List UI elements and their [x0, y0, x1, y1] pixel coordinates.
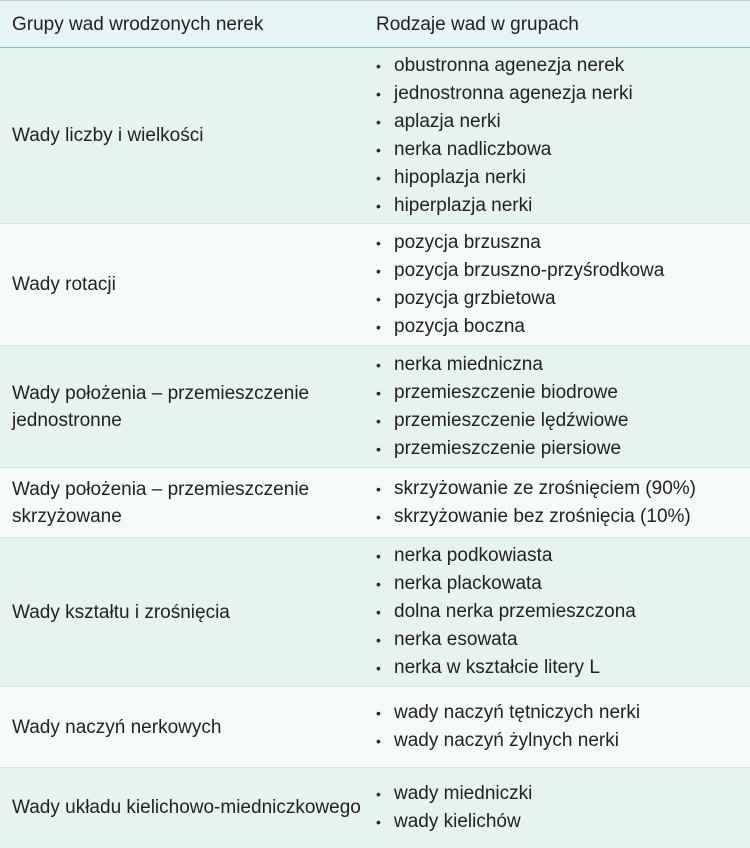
defect-type-label: dolna nerka przemieszczona	[394, 601, 636, 622]
defect-type-label: przemieszczenie piersiowe	[394, 437, 622, 459]
defect-type-item	[376, 475, 750, 503]
defect-type-list	[376, 780, 750, 836]
bullet-icon: •	[376, 57, 381, 74]
defect-type-list	[376, 52, 750, 220]
table-row	[0, 538, 750, 687]
defect-type-label: nerka w kształcie litery L	[394, 657, 600, 678]
defect-type-label: nerka esowata	[394, 629, 518, 650]
defect-type-label: obustronna agenezja nerek	[394, 54, 625, 76]
defect-type-label: jednostronna agenezja nerki	[394, 82, 633, 104]
bullet-icon: •	[376, 785, 381, 802]
column-header-types: Rodzaje wad w grupach	[362, 1, 750, 48]
defect-type-item	[376, 727, 750, 755]
defect-type-item	[376, 257, 750, 285]
table-row	[0, 687, 750, 768]
bullet-icon: •	[376, 576, 381, 592]
defect-type-item	[376, 136, 750, 164]
defect-type-item	[376, 435, 750, 463]
defect-type-item	[376, 80, 750, 108]
defect-type-item	[376, 598, 750, 626]
defect-type-item	[376, 654, 750, 682]
defect-group-cell: Wady liczby i wielkości	[0, 48, 362, 224]
defect-type-item	[376, 108, 750, 136]
defect-type-label: pozycja brzuszna	[394, 231, 541, 253]
defect-type-label: aplazja nerki	[394, 110, 501, 132]
table-body	[0, 48, 750, 848]
defect-types-cell	[362, 687, 750, 768]
defect-type-item	[376, 780, 750, 808]
bullet-icon: •	[376, 548, 381, 564]
defect-type-label: nerka podkowiasta	[394, 545, 553, 566]
defect-type-item	[376, 570, 750, 598]
defect-type-label: wady miedniczki	[394, 782, 533, 804]
bullet-icon: •	[376, 604, 381, 620]
table-row	[0, 346, 750, 468]
defect-type-item	[376, 699, 750, 727]
table-row	[0, 48, 750, 224]
defect-group-cell: Wady położenia – przemieszczenie jednostronne	[0, 346, 362, 468]
defect-type-item	[376, 229, 750, 257]
table-header	[0, 1, 750, 48]
bullet-icon: •	[376, 384, 381, 401]
bullet-icon: •	[376, 705, 381, 721]
defect-type-label: wady naczyń tętniczych nerki	[394, 702, 641, 723]
bullet-icon: •	[376, 813, 381, 830]
bullet-icon: •	[376, 85, 381, 102]
defect-type-label: hipoplazja nerki	[394, 166, 527, 188]
defect-type-label: skrzyżowanie ze zrośnięciem (90%)	[394, 477, 696, 499]
defect-type-label: wady naczyń żylnych nerki	[394, 730, 619, 751]
defect-type-item	[376, 407, 750, 435]
defect-type-list	[376, 229, 750, 341]
defect-type-item	[376, 379, 750, 407]
defect-types-cell	[362, 224, 750, 346]
defect-type-label: pozycja boczna	[394, 315, 525, 337]
bullet-icon: •	[376, 480, 381, 497]
defect-group-cell: Wady rotacji	[0, 224, 362, 346]
defect-type-label: pozycja brzuszno-przyśrodkowa	[394, 259, 665, 281]
defect-types-cell	[362, 538, 750, 687]
defect-types-cell	[362, 468, 750, 538]
defect-type-label: skrzyżowanie bez zrośnięcia (10%)	[394, 505, 691, 527]
defect-type-label: pozycja grzbietowa	[394, 287, 556, 309]
defect-type-item	[376, 808, 750, 836]
defect-type-item	[376, 192, 750, 220]
defect-group-cell: Wady układu kielichowo-miedniczkowego	[0, 768, 362, 848]
bullet-icon: •	[376, 141, 381, 158]
defect-type-label: nerka nadliczbowa	[394, 138, 552, 160]
bullet-icon: •	[376, 197, 381, 214]
bullet-icon: •	[376, 234, 381, 251]
defect-group-cell: Wady położenia – przemieszczenie skrzyżowane	[0, 468, 362, 538]
defect-type-label: hiperplazja nerki	[394, 194, 533, 216]
defect-type-label: przemieszczenie lędźwiowe	[394, 409, 629, 431]
defect-type-label: nerka miedniczna	[394, 353, 543, 375]
defect-type-label: wady kielichów	[394, 810, 521, 832]
column-header-groups: Grupy wad wrodzonych nerek	[0, 1, 362, 48]
defect-type-label: nerka plackowata	[394, 573, 542, 594]
bullet-icon: •	[376, 113, 381, 130]
defect-type-list	[376, 351, 750, 463]
defect-type-list	[376, 699, 750, 755]
defect-type-item	[376, 626, 750, 654]
bullet-icon: •	[376, 412, 381, 429]
bullet-icon: •	[376, 440, 381, 457]
bullet-icon: •	[376, 262, 381, 279]
bullet-icon: •	[376, 660, 381, 676]
table-row	[0, 468, 750, 538]
defect-type-item	[376, 313, 750, 341]
defect-types-cell	[362, 48, 750, 224]
table-row	[0, 224, 750, 346]
table-row	[0, 768, 750, 848]
defect-type-item	[376, 542, 750, 570]
defect-type-item	[376, 285, 750, 313]
defect-group-cell: Wady naczyń nerkowych	[0, 687, 362, 768]
defect-type-list	[376, 475, 750, 531]
bullet-icon: •	[376, 733, 381, 749]
bullet-icon: •	[376, 169, 381, 186]
defect-type-list	[376, 542, 750, 682]
defect-type-item	[376, 503, 750, 531]
header-row	[0, 1, 750, 48]
defect-type-item	[376, 52, 750, 80]
defect-type-label: przemieszczenie biodrowe	[394, 381, 618, 403]
bullet-icon: •	[376, 290, 381, 307]
defect-types-cell	[362, 346, 750, 468]
bullet-icon: •	[376, 318, 381, 335]
defect-type-item	[376, 164, 750, 192]
bullet-icon: •	[376, 632, 381, 648]
defect-group-cell: Wady kształtu i zrośnięcia	[0, 538, 362, 687]
bullet-icon: •	[376, 508, 381, 525]
bullet-icon: •	[376, 356, 381, 373]
defect-types-cell	[362, 768, 750, 848]
defect-type-item	[376, 351, 750, 379]
